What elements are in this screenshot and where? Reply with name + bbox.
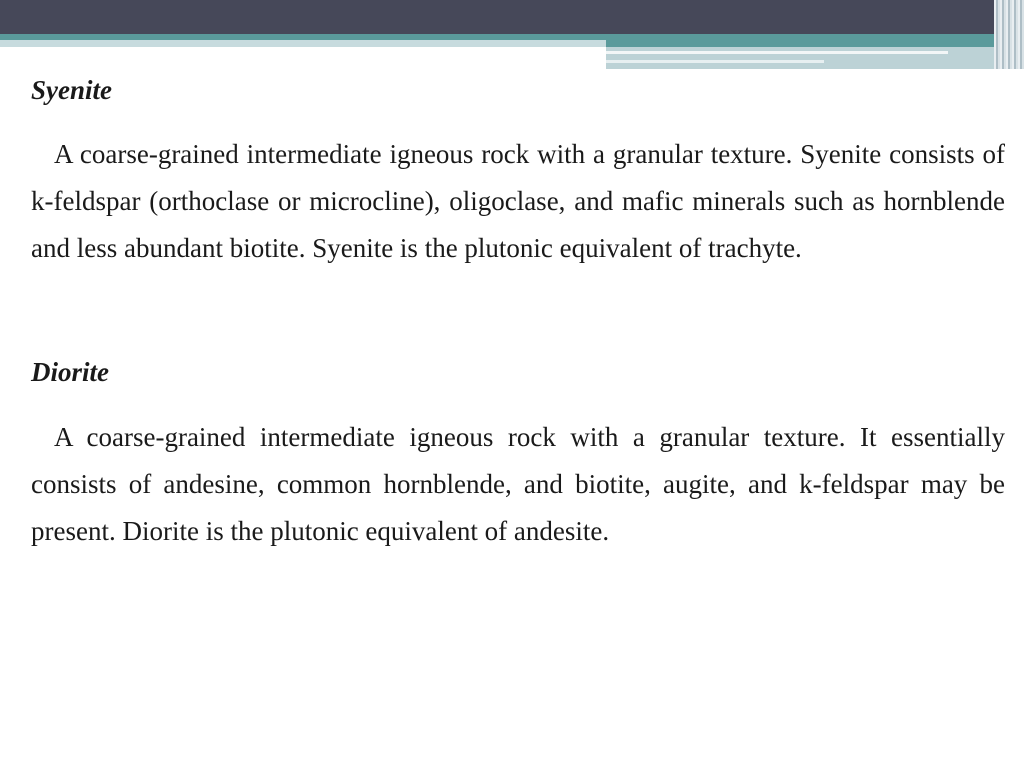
section-text-syenite: A coarse-grained intermediate igneous rock with a granular texture. Syenite consists of k-feldspar (orthoclase or microcline), oligoclase, and mafic minerals such as hornblende and less abundant biotite. Syenite is the plutonic equivalent of trachyte. bbox=[31, 139, 1005, 263]
header-tab-line bbox=[606, 51, 948, 54]
header-bar-dark bbox=[0, 0, 1024, 34]
slide-content bbox=[31, 70, 1005, 555]
header-tab-line bbox=[606, 60, 824, 63]
header-stripes-decoration bbox=[994, 0, 1024, 69]
header-bar-light bbox=[0, 40, 606, 47]
section-title-diorite: Diorite bbox=[31, 357, 109, 387]
section-title-syenite: Syenite bbox=[31, 75, 112, 105]
section-text-diorite: A coarse-grained intermediate igneous rock with a granular texture. It essentially consists of andesine, common hornblende, and biotite, augite, and k-feldspar may be present. Diorite is the plutonic equivalent of andesite. bbox=[31, 422, 1005, 546]
